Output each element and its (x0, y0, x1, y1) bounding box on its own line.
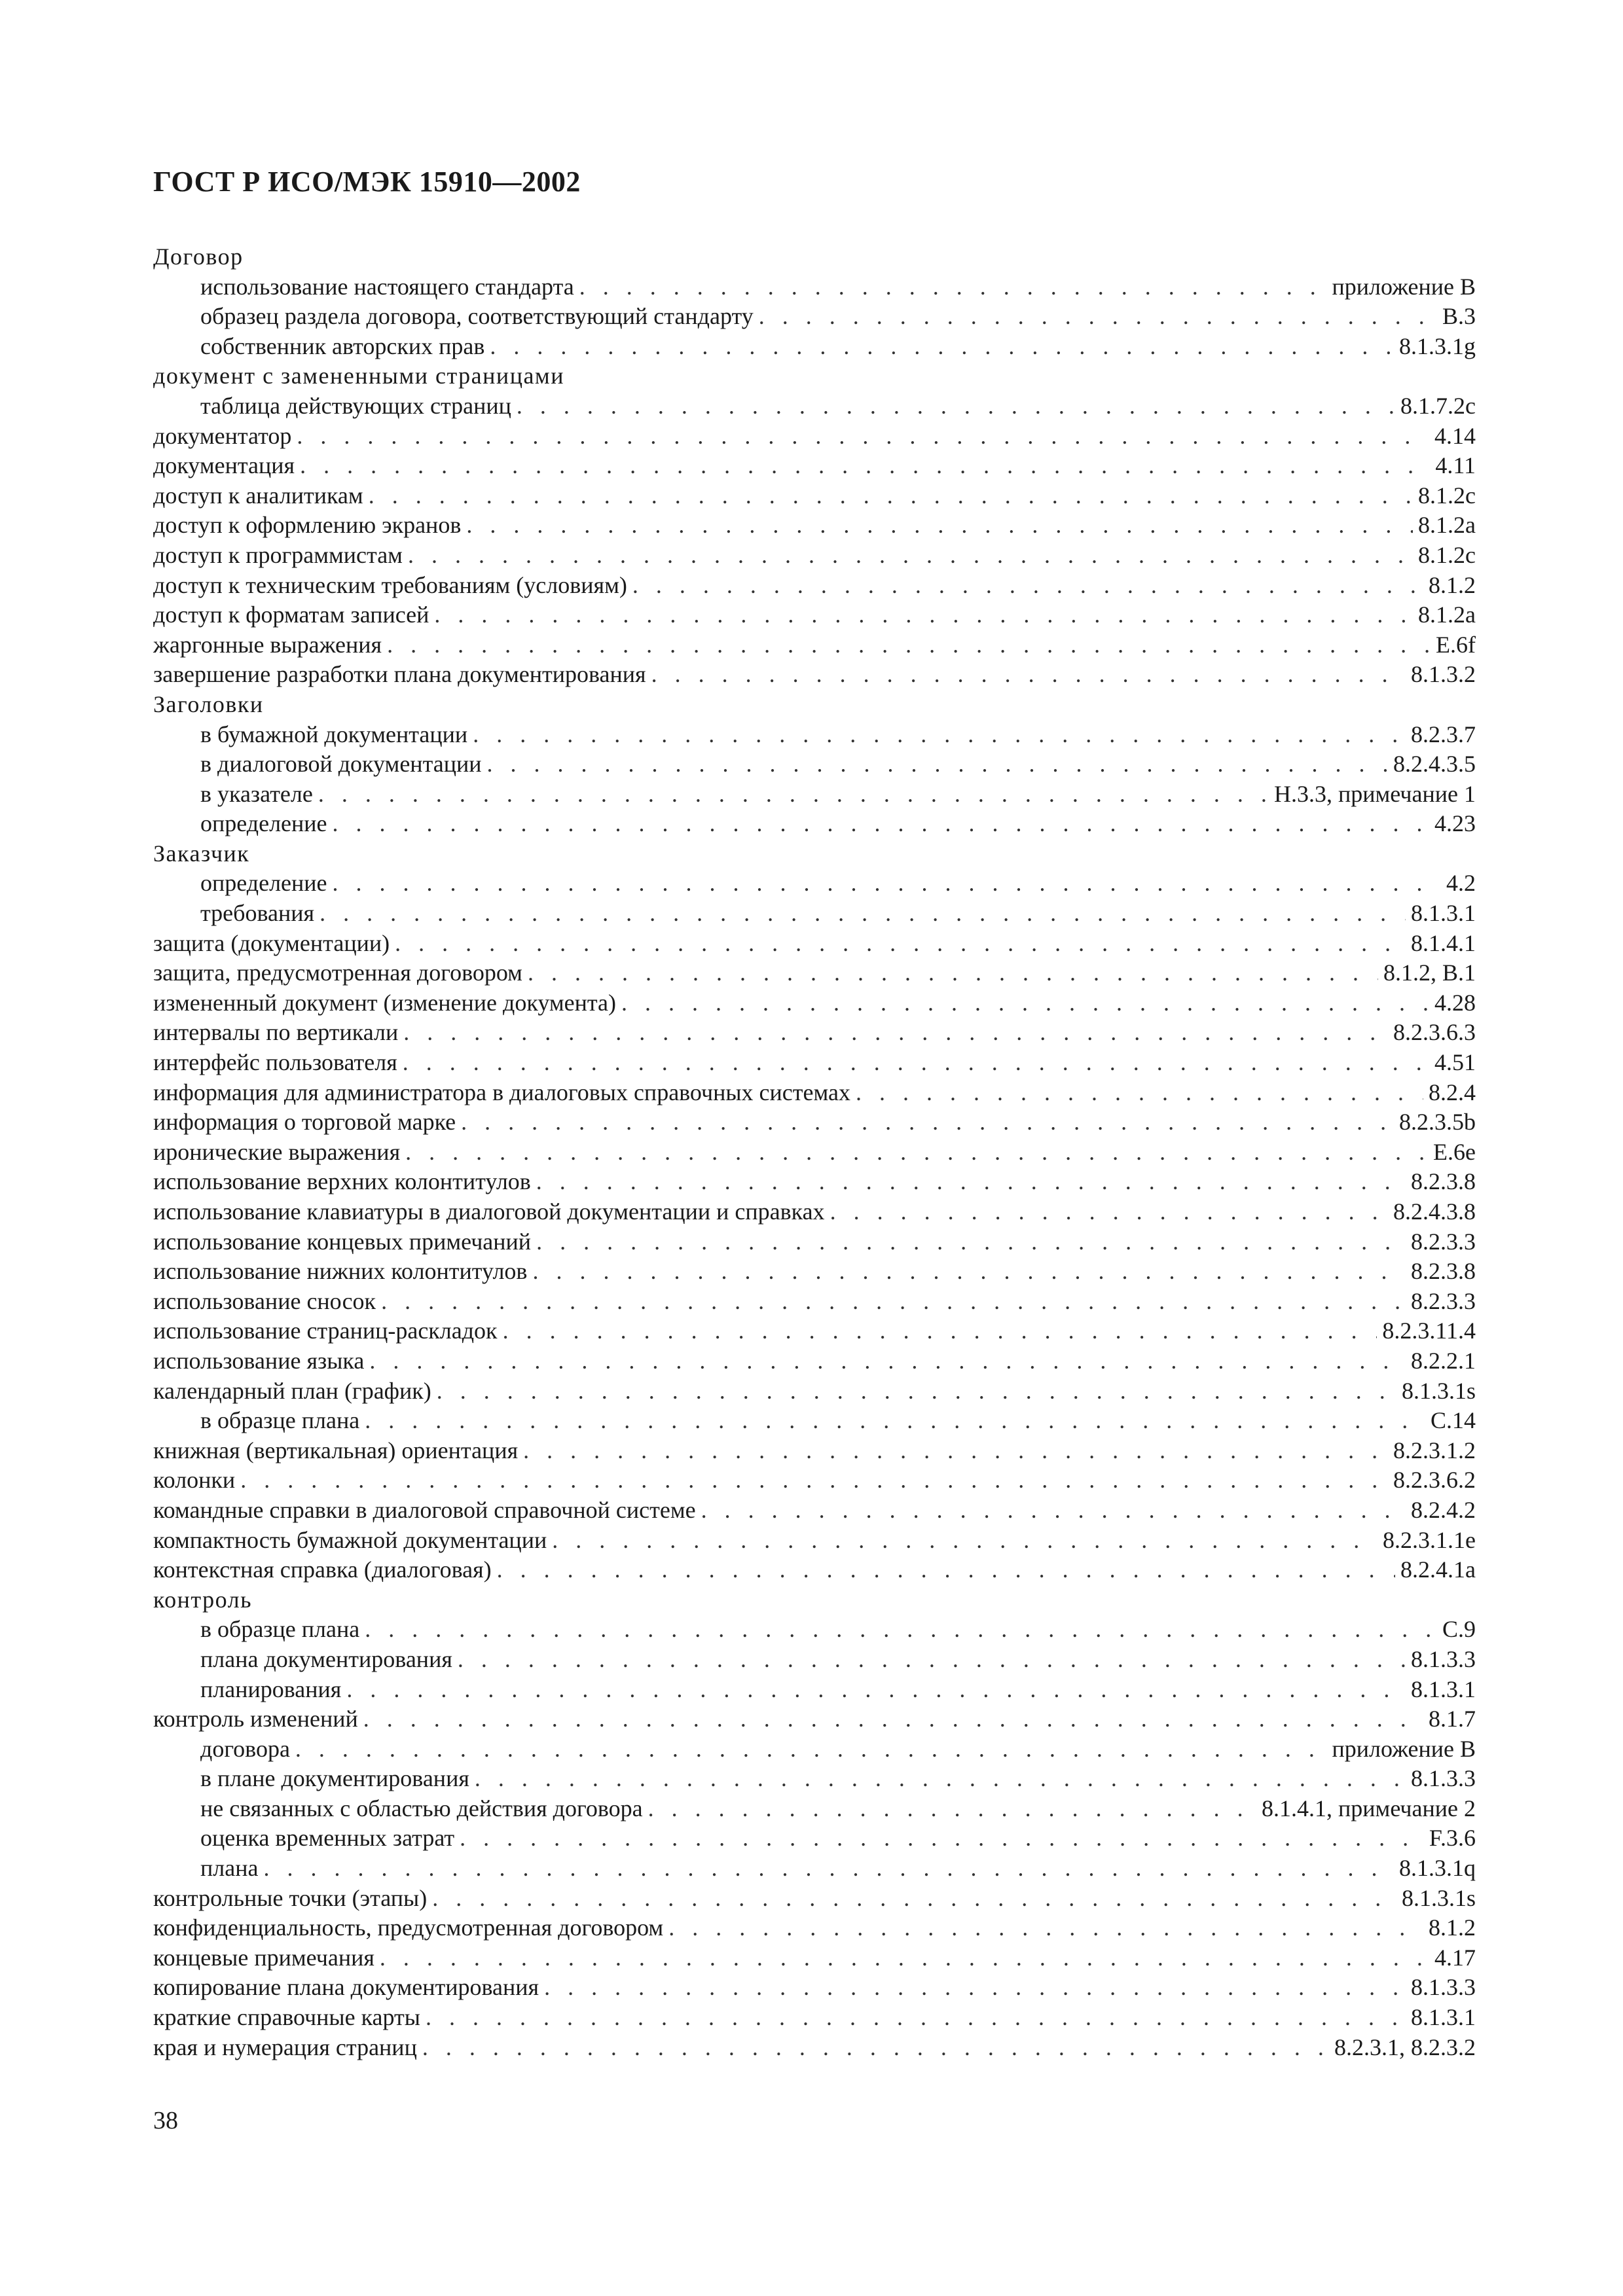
index-term: защита (документации) (153, 929, 390, 956)
index-heading (153, 690, 1476, 720)
index-term: использование настоящего стандарта (200, 273, 574, 300)
index-entry (153, 899, 1476, 929)
index-term: защита, предусмотренная договором (153, 960, 522, 986)
index-term: контроль изменений (153, 1706, 358, 1732)
index-entry (153, 2003, 1476, 2033)
dot-leader (475, 1764, 1406, 1794)
index-reference: 8.1.3.1 (1411, 2004, 1476, 2031)
index-term: завершение разработки плана документирования (153, 661, 646, 688)
index-entry (153, 1346, 1476, 1376)
index-entry (153, 451, 1476, 481)
index-reference: 4.11 (1435, 452, 1476, 479)
index-entry (153, 630, 1476, 660)
index-term: в образце плана (200, 1407, 360, 1434)
dot-leader (422, 2033, 1329, 2063)
index-reference: E.6e (1433, 1138, 1476, 1165)
index-entry (153, 1227, 1476, 1257)
index-entry (153, 660, 1476, 690)
index-reference: E.6f (1436, 631, 1476, 658)
index-entry (153, 272, 1476, 302)
index-entry (153, 1704, 1476, 1734)
index-reference: 8.1.3.3 (1411, 1765, 1476, 1792)
index-reference: 8.2.3.6.2 (1393, 1467, 1476, 1494)
index-entry (153, 391, 1476, 422)
dot-leader (544, 1973, 1406, 2003)
index-reference: 8.1.3.1q (1399, 1855, 1476, 1882)
dot-leader (536, 1227, 1406, 1257)
index-term: использование верхних колонтитулов (153, 1168, 531, 1195)
index-entry (153, 958, 1476, 988)
index-term: использование страниц-раскладок (153, 1318, 498, 1344)
index-term: в бумажной документации (200, 721, 468, 747)
dot-leader (701, 1496, 1406, 1526)
index-entry (153, 1764, 1476, 1794)
index-reference: 8.2.3.6.3 (1393, 1019, 1476, 1046)
dot-leader (552, 1526, 1377, 1556)
index-term: в диалоговой документации (200, 751, 482, 778)
dot-leader (387, 630, 1431, 660)
index-term: оценка временных затрат (200, 1825, 455, 1852)
index-term: командные справки в диалоговой справочной системе (153, 1496, 696, 1523)
index-term: образец раздела договора, соответствующий стандарту (200, 303, 754, 330)
index-heading (153, 361, 1476, 391)
dot-leader (365, 1406, 1425, 1436)
index-reference: 8.1.3.1 (1411, 900, 1476, 927)
index-reference: 4.14 (1434, 422, 1476, 449)
index-entry (153, 1078, 1476, 1108)
index-entry (153, 1973, 1476, 2003)
index-reference: 8.2.3.1.2 (1393, 1437, 1476, 1463)
index-reference: 8.2.3.1, 8.2.3.2 (1334, 2034, 1476, 2060)
dot-leader (461, 1107, 1394, 1138)
index-term: контрольные точки (этапы) (153, 1884, 428, 1911)
index-reference: 8.2.4.1a (1400, 1556, 1476, 1583)
index-reference: 4.51 (1434, 1049, 1476, 1076)
index-entry (153, 1048, 1476, 1078)
index-term: определение (200, 870, 327, 897)
index-entry (153, 1823, 1476, 1854)
dot-leader (395, 929, 1406, 959)
index-reference: 4.17 (1434, 1944, 1476, 1971)
dot-leader (403, 1048, 1429, 1078)
dot-leader (473, 720, 1406, 750)
index-term: доступ к техническим требованиям (условиям) (153, 571, 627, 598)
index-entry (153, 780, 1476, 810)
index-reference: 8.2.3.5b (1399, 1109, 1476, 1136)
dot-leader (460, 1823, 1424, 1854)
index-term: использование концевых примечаний (153, 1228, 532, 1255)
index-term: документ с замененными страницами (153, 363, 564, 389)
index-entry (153, 1526, 1476, 1556)
dot-leader (295, 1734, 1327, 1765)
dot-leader (759, 302, 1437, 332)
index-entry (153, 541, 1476, 571)
index-term: Договор (153, 243, 244, 270)
dot-leader (668, 1913, 1423, 1943)
index-reference: C.14 (1430, 1407, 1476, 1434)
dot-leader (403, 1018, 1388, 1048)
index-reference: 8.1.7 (1429, 1706, 1476, 1732)
index-term: краткие справочные карты (153, 2004, 420, 2031)
index-term: использование языка (153, 1347, 365, 1374)
dot-leader (318, 780, 1269, 810)
index-list (153, 242, 1476, 2062)
index-term: информация для администратора в диалоговых справочных системах (153, 1079, 851, 1105)
index-term: контекстная справка (диалоговая) (153, 1556, 492, 1583)
index-term: собственник авторских прав (200, 332, 485, 359)
index-term: книжная (вертикальная) ориентация (153, 1437, 519, 1463)
dot-leader (487, 749, 1388, 780)
dot-leader (405, 1138, 1428, 1168)
index-entry (153, 1913, 1476, 1943)
index-reference: 8.1.2 (1429, 1914, 1476, 1941)
index-entry (153, 1615, 1476, 1645)
dot-leader (408, 541, 1413, 571)
index-term: копирование плана документирования (153, 1974, 539, 2001)
index-reference: 8.1.2c (1418, 482, 1476, 509)
index-entry (153, 720, 1476, 750)
dot-leader (528, 958, 1378, 988)
dot-leader (579, 272, 1327, 302)
index-reference: 8.1.3.1s (1401, 1377, 1476, 1404)
dot-leader (319, 899, 1406, 929)
index-entry (153, 1496, 1476, 1526)
dot-leader (432, 1884, 1396, 1914)
index-term: информация о торговой марке (153, 1109, 456, 1136)
dot-leader (333, 869, 1441, 899)
index-term: договора (200, 1735, 290, 1762)
dot-leader (651, 660, 1406, 690)
page-number: 38 (153, 2107, 178, 2134)
index-reference: 8.2.3.3 (1411, 1228, 1476, 1255)
index-term: конфиденциальность, предусмотренная договором (153, 1914, 664, 1941)
index-term: компактность бумажной документации (153, 1526, 547, 1553)
dot-leader (523, 1436, 1388, 1466)
index-entry (153, 1645, 1476, 1675)
index-reference: 8.1.2a (1418, 512, 1476, 539)
dot-leader (434, 600, 1413, 630)
index-entry (153, 1257, 1476, 1287)
index-term: доступ к программистам (153, 541, 403, 568)
index-reference: 8.1.4.1, примечание 2 (1262, 1795, 1476, 1821)
index-reference: C.9 (1442, 1616, 1476, 1643)
index-reference: 8.1.2c (1418, 541, 1476, 568)
index-term: доступ к форматам записей (153, 601, 429, 628)
index-entry (153, 1943, 1476, 1973)
index-reference: В.3 (1442, 303, 1476, 330)
dot-leader (300, 451, 1430, 481)
index-reference: 8.1.3.1g (1399, 332, 1476, 359)
index-term: не связанных с областью действия договора (200, 1795, 643, 1821)
index-term: в плане документирования (200, 1765, 469, 1792)
index-term: контроль (153, 1586, 253, 1613)
dot-leader (503, 1316, 1377, 1346)
index-heading (153, 242, 1476, 272)
dot-leader (381, 1287, 1406, 1317)
index-entry (153, 1197, 1476, 1227)
index-reference: 8.2.4 (1429, 1079, 1476, 1105)
index-term: документатор (153, 422, 292, 449)
dot-leader (297, 422, 1429, 452)
index-reference: 8.1.2a (1418, 601, 1476, 628)
index-heading (153, 1585, 1476, 1615)
index-entry (153, 1854, 1476, 1884)
index-term: таблица действующих страниц (200, 392, 511, 419)
index-entry (153, 600, 1476, 630)
index-entry (153, 1884, 1476, 1914)
dot-leader (363, 1704, 1423, 1734)
dot-leader (621, 988, 1429, 1018)
index-entry (153, 1734, 1476, 1765)
index-entry (153, 809, 1476, 839)
index-entry (153, 988, 1476, 1018)
index-entry (153, 2033, 1476, 2063)
index-term: доступ к аналитикам (153, 482, 363, 509)
index-reference: 8.1.3.1s (1401, 1884, 1476, 1911)
index-entry (153, 869, 1476, 899)
index-entry (153, 749, 1476, 780)
index-entry (153, 1675, 1476, 1705)
index-reference: 8.1.3.2 (1411, 661, 1476, 688)
index-term: в образце плана (200, 1616, 360, 1643)
dot-leader (346, 1675, 1406, 1705)
index-entry (153, 1555, 1476, 1585)
index-reference: Н.3.3, примечание 1 (1274, 780, 1476, 807)
dot-leader (536, 1167, 1406, 1197)
index-term: иронические выражения (153, 1138, 401, 1165)
index-term: доступ к оформлению экранов (153, 512, 462, 539)
index-term: колонки (153, 1467, 236, 1494)
dot-leader (369, 1346, 1406, 1376)
index-entry (153, 1794, 1476, 1824)
index-term: Заказчик (153, 840, 250, 867)
index-term: интервалы по вертикали (153, 1019, 399, 1046)
index-term: края и нумерация страниц (153, 2034, 417, 2060)
index-reference: 8.1.2, В.1 (1383, 960, 1476, 986)
index-term: использование клавиатуры в диалоговой документации и справках (153, 1198, 825, 1225)
index-entry (153, 929, 1476, 959)
dot-leader (263, 1854, 1394, 1884)
index-reference: 8.1.3.3 (1411, 1645, 1476, 1672)
index-term: определение (200, 810, 327, 837)
index-reference: 8.2.2.1 (1411, 1347, 1476, 1374)
dot-leader (632, 571, 1423, 601)
index-entry (153, 302, 1476, 332)
index-entry (153, 1167, 1476, 1197)
dot-leader (830, 1197, 1388, 1227)
index-entry (153, 481, 1476, 511)
dot-leader (437, 1376, 1396, 1407)
index-entry (153, 1316, 1476, 1346)
index-entry (153, 332, 1476, 362)
index-reference: 4.2 (1446, 870, 1476, 897)
index-term: плана (200, 1855, 259, 1882)
index-entry (153, 1107, 1476, 1138)
index-term: измененный документ (изменение документа) (153, 989, 617, 1016)
index-reference: 8.2.3.8 (1411, 1168, 1476, 1195)
index-reference: 4.23 (1434, 810, 1476, 837)
index-reference: 8.1.4.1 (1411, 929, 1476, 956)
index-entry (153, 1465, 1476, 1496)
index-entry (153, 1018, 1476, 1048)
dot-leader (458, 1645, 1406, 1675)
dot-leader (497, 1555, 1395, 1585)
index-reference: F.3.6 (1429, 1825, 1476, 1852)
dot-leader (856, 1078, 1423, 1108)
dot-leader (380, 1943, 1429, 1973)
index-reference: приложение В (1332, 1735, 1476, 1762)
index-entry (153, 1376, 1476, 1407)
dot-leader (517, 391, 1395, 422)
index-reference: 8.2.3.1.1e (1383, 1526, 1476, 1553)
dot-leader (648, 1794, 1256, 1824)
index-reference: 8.2.4.2 (1411, 1496, 1476, 1523)
index-term: плана документирования (200, 1645, 452, 1672)
index-reference: 8.1.3.1 (1411, 1676, 1476, 1702)
index-entry (153, 1436, 1476, 1466)
index-term: концевые примечания (153, 1944, 374, 1971)
dot-leader (240, 1465, 1388, 1496)
index-entry (153, 422, 1476, 452)
index-term: использование сносок (153, 1287, 376, 1314)
index-heading (153, 839, 1476, 869)
index-term: интерфейс пользователя (153, 1049, 397, 1076)
index-reference: 8.2.3.7 (1411, 721, 1476, 747)
index-reference: приложение В (1332, 273, 1476, 300)
index-term: документация (153, 452, 295, 479)
index-reference: 8.2.4.3.5 (1393, 751, 1476, 778)
index-term: Заголовки (153, 691, 264, 717)
index-reference: 4.28 (1434, 989, 1476, 1016)
index-term: календарный план (график) (153, 1377, 431, 1404)
index-entry (153, 571, 1476, 601)
dot-leader (426, 2003, 1406, 2033)
dot-leader (333, 809, 1429, 839)
dot-leader (365, 1615, 1437, 1645)
index-term: использование нижних колонтитулов (153, 1258, 528, 1285)
index-reference: 8.1.2 (1429, 571, 1476, 598)
index-entry (153, 511, 1476, 541)
index-term: жаргонные выражения (153, 631, 382, 658)
index-reference: 8.2.4.3.8 (1393, 1198, 1476, 1225)
dot-leader (466, 511, 1413, 541)
index-term: планирования (200, 1676, 342, 1702)
index-reference: 8.2.3.3 (1411, 1287, 1476, 1314)
index-reference: 8.1.7.2c (1400, 392, 1476, 419)
dot-leader (369, 481, 1413, 511)
index-reference: 8.2.3.8 (1411, 1258, 1476, 1285)
index-entry (153, 1138, 1476, 1168)
index-reference: 8.2.3.11.4 (1382, 1318, 1476, 1344)
dot-leader (490, 332, 1394, 362)
index-reference: 8.1.3.3 (1411, 1974, 1476, 2001)
index-term: в указателе (200, 780, 313, 807)
index-term: требования (200, 900, 315, 927)
dot-leader (532, 1257, 1406, 1287)
index-entry (153, 1406, 1476, 1436)
page-title: ГОСТ Р ИСО/МЭК 15910—2002 (153, 166, 581, 198)
index-entry (153, 1287, 1476, 1317)
